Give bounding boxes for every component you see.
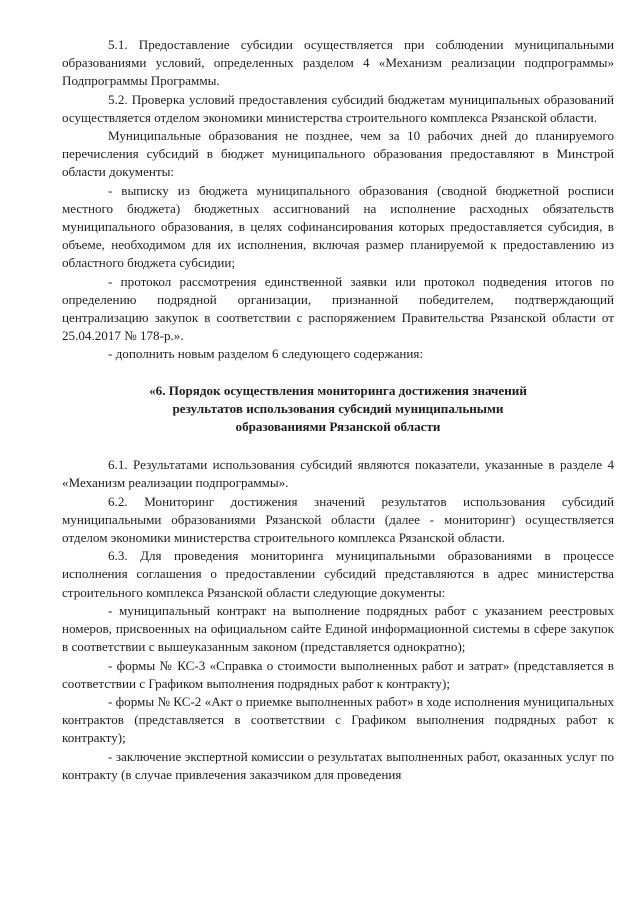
- list-item-protocol: - протокол рассмотрения единственной заявки или протокол подведения итогов по определению подрядной организации, признанной победителем, подтверждающий централизацию закупок в соответствии с распоряжением Правительства Рязанской области от 25.04.2017 № 178-р.».: [62, 273, 614, 344]
- list-item-add-section: - дополнить новым разделом 6 следующего содержания:: [108, 346, 424, 362]
- document-page: [62, 36, 614, 784]
- paragraph-6-2: 6.2. Мониторинг достижения значений результатов использования субсидий муниципальными образованиями Рязанской области (далее - мониторинг) осуществляется отделом экономики министерства строительного комплекса Рязанской области.: [62, 493, 614, 546]
- list-item-ks2: - формы № КС-2 «Акт о приемке выполненных работ» в ходе исполнения муниципальных контрактов (представляется в соответствии с Графиком выполнения подрядных работ к контракту);: [62, 693, 614, 746]
- list-item-contract: - муниципальный контракт на выполнение подрядных работ с указанием реестровых номеров, присвоенных на официальном сайте Единой информационной системы в сфере закупок в соответствии с вышеуказанным законом (представляется однократно);: [62, 602, 614, 655]
- heading-line-3: образованиями Рязанской области: [235, 419, 441, 435]
- paragraph-5-1: 5.1. Предоставление субсидии осуществляется при соблюдении муниципальными образованиями условий, определенных разделом 4 «Механизм реализации подпрограммы» Подпрограммы Программы.: [62, 37, 614, 89]
- paragraph-documents-intro: Муниципальные образования не позднее, чем за 10 рабочих дней до планируемого перечисления субсидий в бюджет муниципального образования предоставляют в Минстрой области документы:: [62, 128, 614, 180]
- paragraph-6-1: 6.1. Результатами использования субсидий являются показатели, указанные в разделе 4 «Механизм реализации подпрограммы».: [62, 457, 614, 491]
- heading-line-2: результатов использования субсидий муниципальными: [172, 400, 504, 416]
- heading-line-1: «6. Порядок осуществления мониторинга достижения значений: [149, 382, 527, 398]
- list-item-expert-conclusion: - заключение экспертной комиссии о результатах выполненных работ, оказанных услуг по контракту (в случае привлечения заказчиком для проведения: [62, 748, 614, 782]
- section-6-heading: [62, 382, 614, 437]
- list-item-ks3: - формы № КС-3 «Справка о стоимости выполненных работ и затрат» (представляется в соответствии с Графиком выполнения подрядных работ к контракту);: [62, 657, 614, 691]
- paragraph-5-2: 5.2. Проверка условий предоставления субсидий бюджетам муниципальных образований осуществляется отделом экономики министерства строительного комплекса Рязанской области.: [62, 91, 614, 125]
- paragraph-6-3: 6.3. Для проведения мониторинга муниципальными образованиями в процессе исполнения соглашения о предоставлении субсидий представляются в адрес министерства строительного комплекса Рязанской области следующие документы:: [62, 548, 614, 600]
- list-item-budget-extract: - выписку из бюджета муниципального образования (сводной бюджетной росписи местного бюджета) бюджетных ассигнований на исполнение расходных обязательств муниципального образования, в целях софинансирования которых предоставляется субсидия, в объеме, необходимом для их исполнения, включая размер планируемой к предоставлению из областного бюджета субсидии;: [62, 182, 614, 271]
